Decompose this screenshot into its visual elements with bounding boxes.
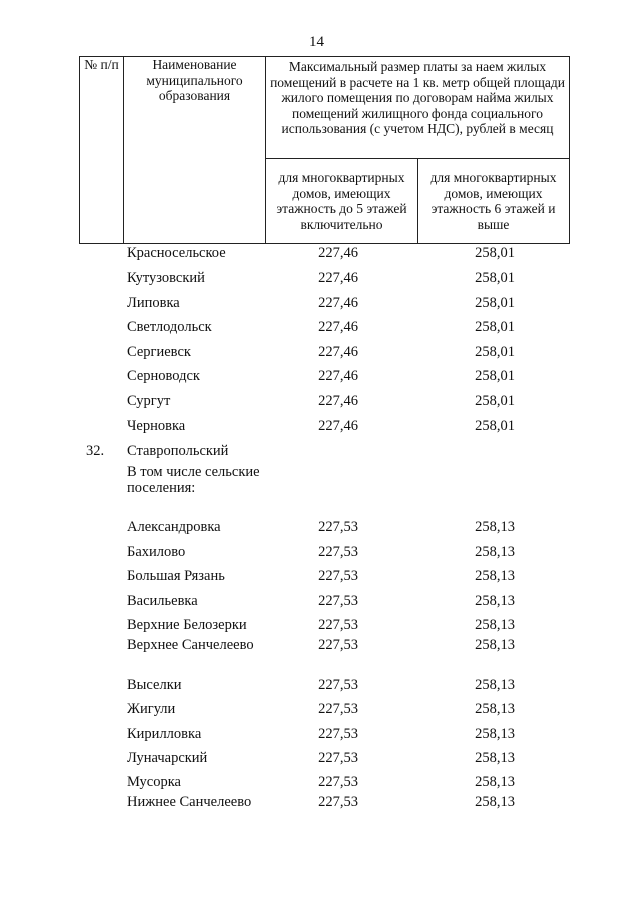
row-value-up-to-5-floors: 227,46: [318, 344, 358, 360]
row-value-6-floors-and-above: 258,01: [475, 295, 515, 311]
row-name: Сергиевск: [127, 344, 191, 360]
row-value-up-to-5-floors: 227,46: [318, 319, 358, 335]
page-number: 14: [309, 34, 324, 50]
row-value-up-to-5-floors: 227,46: [318, 295, 358, 311]
row-name: Красносельское: [127, 245, 226, 261]
row-value-up-to-5-floors: 227,46: [318, 418, 358, 434]
row-value-6-floors-and-above: 258,13: [475, 750, 515, 766]
row-value-6-floors-and-above: 258,01: [475, 344, 515, 360]
row-value-6-floors-and-above: 258,13: [475, 726, 515, 742]
row-name: Выселки: [127, 677, 182, 693]
row-name: Нижнее Санчелеево: [127, 794, 252, 810]
row-value-6-floors-and-above: 258,13: [475, 519, 515, 535]
row-value-up-to-5-floors: 227,53: [318, 519, 358, 535]
row-name: Васильевка: [127, 593, 198, 609]
row-value-6-floors-and-above: 258,01: [475, 319, 515, 335]
row-value-6-floors-and-above: 258,13: [475, 637, 515, 653]
row-value-6-floors-and-above: 258,13: [475, 568, 515, 584]
row-name: Мусорка: [127, 774, 181, 790]
row-name: Кутузовский: [127, 270, 205, 286]
row-value-up-to-5-floors: 227,46: [318, 393, 358, 409]
row-name: Серноводск: [127, 368, 200, 384]
header-up-to-5-floors: для многоквартирных домов, имеющих этажность до 5 этажей включительно: [266, 159, 418, 244]
row-value-up-to-5-floors: 227,53: [318, 568, 358, 584]
row-value-up-to-5-floors: 227,46: [318, 270, 358, 286]
row-name: Луначарский: [127, 750, 208, 766]
row-value-6-floors-and-above: 258,13: [475, 774, 515, 790]
row-value-up-to-5-floors: 227,46: [318, 368, 358, 384]
row-value-6-floors-and-above: 258,13: [475, 617, 515, 633]
table-header: [79, 56, 570, 244]
row-name: Светлодольск: [127, 319, 212, 335]
row-name: Сургут: [127, 393, 171, 409]
row-name: Большая Рязань: [127, 568, 225, 584]
header-max-payment-column: Максимальный размер платы за наем жилых помещений в расчете на 1 кв. метр общей площади жилого помещения по договорам найма жилых помещений жилищного фонда социального использования (с учетом НДС), рублей в месяц: [266, 57, 570, 159]
row-value-6-floors-and-above: 258,01: [475, 245, 515, 261]
header-name-column: Наименование муниципального образования: [124, 57, 266, 244]
row-value-up-to-5-floors: 227,53: [318, 637, 358, 653]
row-name: Верхнее Санчелеево: [127, 637, 254, 653]
row-name: Верхние Белозерки: [127, 617, 247, 633]
row-value-up-to-5-floors: 227,53: [318, 593, 358, 609]
row-name: В том числе сельские поселения:: [127, 464, 260, 496]
row-value-6-floors-and-above: 258,13: [475, 593, 515, 609]
row-value-up-to-5-floors: 227,53: [318, 774, 358, 790]
row-value-6-floors-and-above: 258,13: [475, 794, 515, 810]
header-6-floors-and-above: для многоквартирных домов, имеющих этажность 6 этажей и выше: [418, 159, 570, 244]
header-number-column: № п/п: [80, 57, 124, 244]
row-name: Черновка: [127, 418, 186, 434]
row-value-6-floors-and-above: 258,01: [475, 368, 515, 384]
row-number: 32.: [86, 443, 105, 459]
row-name: Жигули: [127, 701, 176, 717]
row-name: Бахилово: [127, 544, 186, 560]
row-value-up-to-5-floors: 227,53: [318, 544, 358, 560]
row-value-up-to-5-floors: 227,46: [318, 245, 358, 261]
row-name: Кирилловка: [127, 726, 202, 742]
row-value-up-to-5-floors: 227,53: [318, 726, 358, 742]
row-name: Липовка: [127, 295, 180, 311]
row-value-up-to-5-floors: 227,53: [318, 750, 358, 766]
row-value-up-to-5-floors: 227,53: [318, 794, 358, 810]
row-value-6-floors-and-above: 258,13: [475, 677, 515, 693]
row-name: Ставропольский: [127, 443, 229, 459]
row-value-6-floors-and-above: 258,01: [475, 270, 515, 286]
row-value-up-to-5-floors: 227,53: [318, 677, 358, 693]
row-value-6-floors-and-above: 258,13: [475, 544, 515, 560]
row-value-up-to-5-floors: 227,53: [318, 617, 358, 633]
row-name: Александровка: [127, 519, 221, 535]
row-value-6-floors-and-above: 258,13: [475, 701, 515, 717]
row-value-6-floors-and-above: 258,01: [475, 418, 515, 434]
row-value-up-to-5-floors: 227,53: [318, 701, 358, 717]
row-value-6-floors-and-above: 258,01: [475, 393, 515, 409]
